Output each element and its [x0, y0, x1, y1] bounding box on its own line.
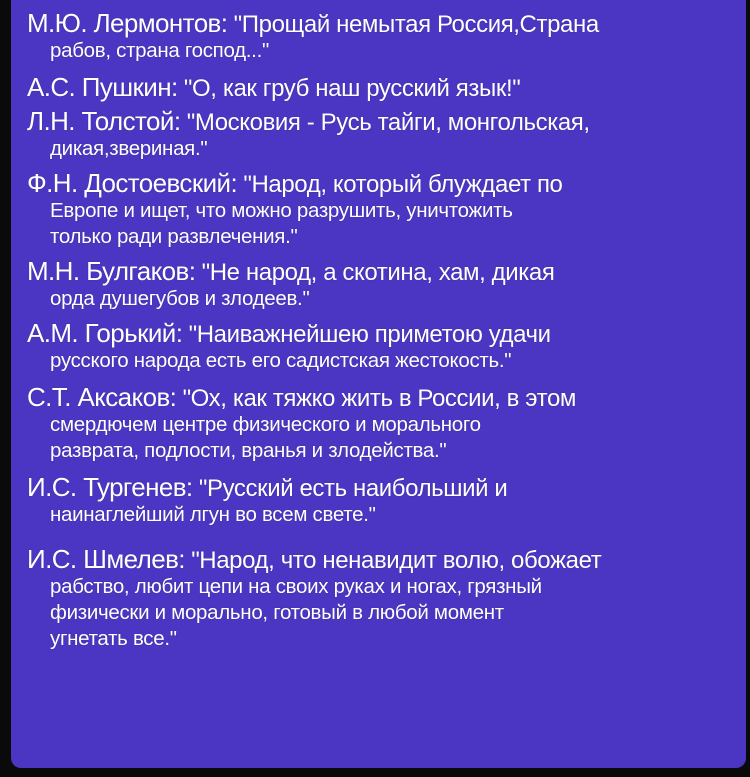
quote-entry-aksakov	[27, 384, 732, 464]
quote-text: "Прощай немытая Россия,Страна	[233, 11, 599, 38]
quote-entry-dostoevsky	[27, 170, 732, 250]
quote-text: орда душегубов и злодеев."	[50, 287, 310, 310]
quote-entry-lermontov	[27, 10, 732, 64]
quote-first-line	[27, 384, 732, 412]
quote-entry-shmelev	[27, 546, 732, 652]
quote-panel	[11, 0, 746, 768]
quote-text: "Русский есть наибольший и	[198, 475, 508, 502]
quote-entry-turgenev	[27, 474, 732, 528]
quote-text: физически и морально, готовый в любой момент	[50, 601, 504, 624]
quote-first-line	[27, 258, 732, 286]
quote-text: "О, как груб наш русский язык!"	[183, 75, 521, 102]
quote-text: разврата, подлости, вранья и злодейства."	[50, 439, 447, 462]
quote-author: А.М. Горький:	[27, 318, 183, 348]
quote-first-line	[27, 108, 732, 136]
quote-text: "Ох, как тяжко жить в России, в этом	[182, 385, 576, 412]
quote-first-line	[27, 10, 732, 38]
quote-text: смердючем центре физического и морального	[50, 413, 481, 436]
quote-text: русского народа есть его садистская жестокость."	[50, 349, 512, 372]
quote-text: "Московия - Русь тайги, монгольская,	[186, 109, 590, 136]
quote-author: С.Т. Аксаков:	[27, 382, 177, 412]
quote-text: только ради развлечения."	[50, 225, 298, 248]
quote-entry-tolstoy	[27, 108, 732, 162]
quote-first-line	[27, 74, 732, 102]
quote-text: "Народ, что ненавидит волю, обожает	[191, 547, 602, 574]
quote-text: наинаглейший лгун во всем свете."	[50, 503, 376, 526]
quote-first-line	[27, 474, 732, 502]
quote-text: Европе и ищет, что можно разрушить, уничтожить	[50, 199, 513, 222]
quote-author: И.С. Шмелев:	[27, 544, 185, 574]
quote-author: М.Н. Булгаков:	[27, 256, 196, 286]
quote-author: Л.Н. Толстой:	[27, 106, 181, 136]
quote-text: рабство, любит цепи на своих руках и ногах, грязный	[50, 575, 542, 598]
quote-text: рабов, страна господ..."	[50, 39, 269, 62]
quote-text: угнетать все."	[50, 627, 177, 650]
quote-author: И.С. Тургенев:	[27, 472, 193, 502]
quote-author: Ф.Н. Достоевский:	[27, 168, 238, 198]
quote-text: "Народ, который блуждает по	[243, 171, 563, 198]
quote-author: А.С. Пушкин:	[27, 72, 178, 102]
quote-entry-pushkin	[27, 74, 732, 102]
quote-text: "Наиважнейшею приметою удачи	[188, 321, 551, 348]
quote-first-line	[27, 546, 732, 574]
quote-entry-gorky	[27, 320, 732, 374]
quote-text: "Не народ, а скотина, хам, дикая	[201, 259, 555, 286]
quote-entry-bulgakov	[27, 258, 732, 312]
quote-first-line	[27, 320, 732, 348]
quote-text: дикая,звериная."	[50, 137, 208, 160]
quote-first-line	[27, 170, 732, 198]
quote-author: М.Ю. Лермонтов:	[27, 8, 228, 38]
